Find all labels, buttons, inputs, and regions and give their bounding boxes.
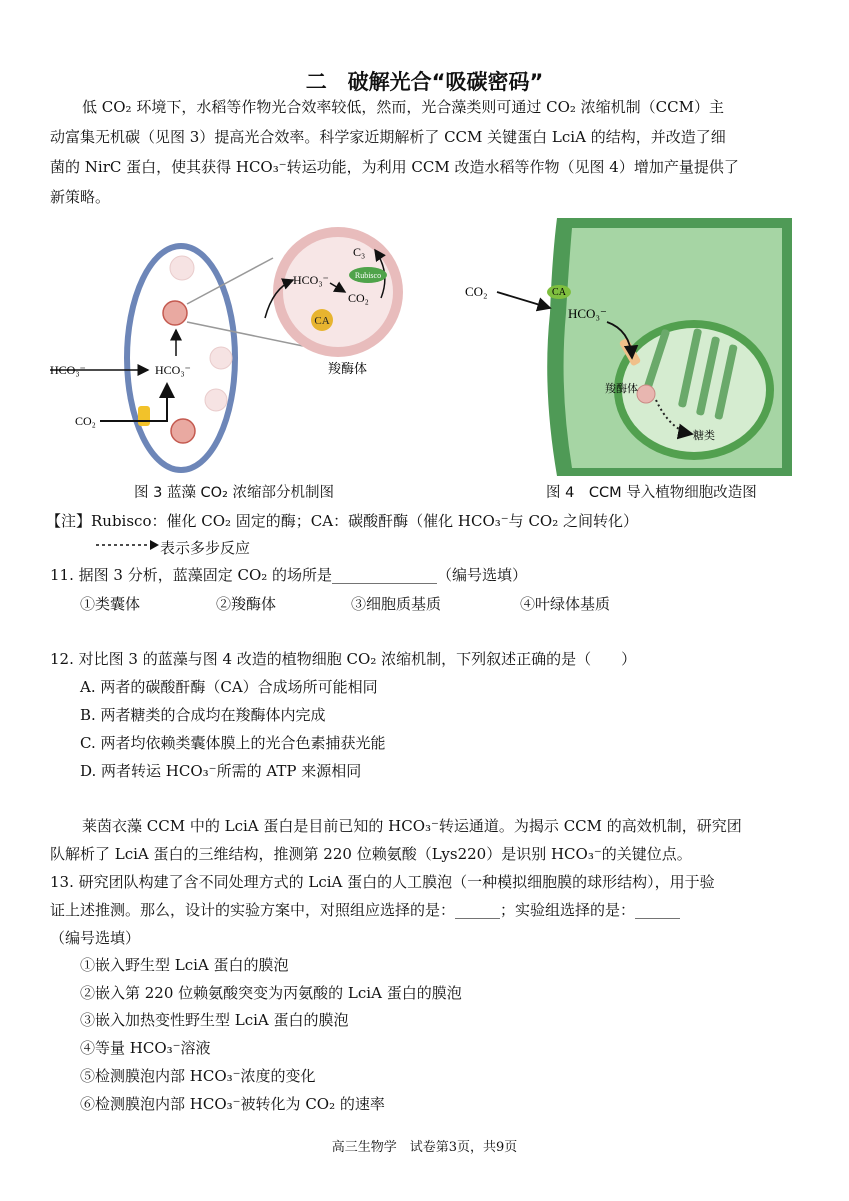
passage-2-line-1: 莱茵衣藻 CCM 中的 LciA 蛋白是目前已知的 HCO₃⁻转运通道。为揭示 CCM 的高效机制，研究团 (82, 817, 742, 835)
q12-option-a: A. 两者的碳酸酐酶（CA）合成场所可能相同 (80, 678, 378, 696)
q13-option-6: ⑥检测膜泡内部 HCO₃⁻被转化为 CO₂ 的速率 (80, 1095, 385, 1113)
faint-carboxysome (210, 347, 232, 369)
hco3-zoom-label: HCO₃⁻ (293, 273, 329, 287)
rubisco-label: Rubisco (354, 271, 382, 280)
carboxysome-highlight (163, 301, 187, 325)
q11-stem: 11. 据图 3 分析，蓝藻固定 CO₂ 的场所是______________（编号选填） (50, 566, 528, 584)
q13-stem-line-2: 证上述推测。那么，设计的实验方案中，对照组应选择的是：______；实验组选择的是：______ (50, 901, 681, 919)
note-line-2: 表示多步反应 (160, 539, 251, 557)
q11-option-4: ④叶绿体基质 (520, 595, 611, 613)
figure-4-diagram (462, 218, 792, 478)
section-title: 二 破解光合“吸碳密码” (305, 70, 544, 94)
q12-stem: 12. 对比图 3 的蓝藻与图 4 改造的植物细胞 CO₂ 浓缩机制，下列叙述正确的是（ ） (50, 650, 637, 668)
q13-stem-line-3: （编号选填） (50, 929, 141, 947)
q12-option-b: B. 两者糖类的合成均在羧酶体内完成 (80, 706, 326, 724)
q12-option-d: D. 两者转运 HCO₃⁻所需的 ATP 来源相同 (80, 762, 362, 780)
carboxysome-label: 羧酶体 (328, 361, 368, 376)
passage-2-line-2: 队解析了 LciA 蛋白的三维结构，推测第 220 位赖氨酸（Lys220）是识别 HCO₃⁻的关键位点。 (50, 845, 692, 863)
q13-option-1: ①嵌入野生型 LciA 蛋白的膜泡 (80, 956, 289, 974)
figure-3-caption: 图 3 蓝藻 CO₂ 浓缩部分机制图 (134, 485, 335, 501)
dashed-arrow-legend-icon (96, 538, 160, 552)
q13-option-3: ③嵌入加热变性野生型 LciA 蛋白的膜泡 (80, 1011, 349, 1029)
faint-carboxysome (205, 389, 227, 411)
co2-zoom-label: CO₂ (348, 291, 369, 305)
q13-stem-line-1: 13. 研究团队构建了含不同处理方式的 LciA 蛋白的人工膜泡（一种模拟细胞膜的球形结构），用于验 (50, 873, 715, 891)
q13-option-2: ②嵌入第 220 位赖氨酸突变为丙氨酸的 LciA 蛋白的膜泡 (80, 984, 462, 1002)
c3-label: C₃ (353, 245, 366, 259)
intro-line-3: 菌的 NirC 蛋白，使其获得 HCO₃⁻转运功能，为利用 CCM 改造水稻等作物（见图 4）增加产量提供了 (50, 158, 739, 176)
co2-label: CO₂ (465, 284, 488, 299)
sugar-label: 糖类 (693, 430, 715, 442)
q11-option-1: ①类囊体 (80, 595, 141, 613)
q11-option-2: ②羧酶体 (216, 595, 277, 613)
figure-3-diagram (45, 218, 430, 478)
intro-line-2: 动富集无机碳（见图 3）提高光合效率。科学家近期解析了 CCM 关键蛋白 LciA 的结构，并改造了细 (50, 128, 726, 146)
zoom-line (187, 258, 273, 304)
transporter-protein (138, 406, 150, 426)
ca-label: CA (314, 315, 330, 327)
hco3-outside-label: HCO₃⁻ (50, 363, 86, 377)
hco3-label: HCO₃⁻ (568, 306, 607, 321)
ca-label: CA (552, 287, 566, 298)
page-footer: 高三生物学 试卷第3页，共9页 (331, 1140, 518, 1155)
note-line-1: 【注】Rubisco：催化 CO₂ 固定的酶；CA：碳酸酐酶（催化 HCO₃⁻与 CO₂ 之间转化） (46, 512, 638, 530)
carboxysome-label: 羧酶体 (605, 383, 638, 395)
intro-line-4: 新策略。 (50, 188, 111, 206)
q12-option-c: C. 两者均依赖类囊体膜上的光合色素捕获光能 (80, 734, 386, 752)
carboxysome (637, 385, 655, 403)
co2-label: CO₂ (75, 414, 96, 428)
carboxysome-highlight (171, 419, 195, 443)
q13-option-4: ④等量 HCO₃⁻溶液 (80, 1039, 211, 1057)
intro-line-1: 低 CO₂ 环境下，水稻等作物光合效率较低，然而，光合藻类则可通过 CO₂ 浓缩机制（CCM）主 (82, 98, 724, 116)
figure-4-caption: 图 4 CCM 导入植物细胞改造图 (546, 485, 757, 501)
faint-carboxysome (170, 256, 194, 280)
hco3-inside-label: HCO₃⁻ (155, 363, 191, 377)
arrow (497, 292, 550, 308)
q13-option-5: ⑤检测膜泡内部 HCO₃⁻浓度的变化 (80, 1067, 316, 1085)
q11-option-3: ③细胞质基质 (351, 595, 442, 613)
